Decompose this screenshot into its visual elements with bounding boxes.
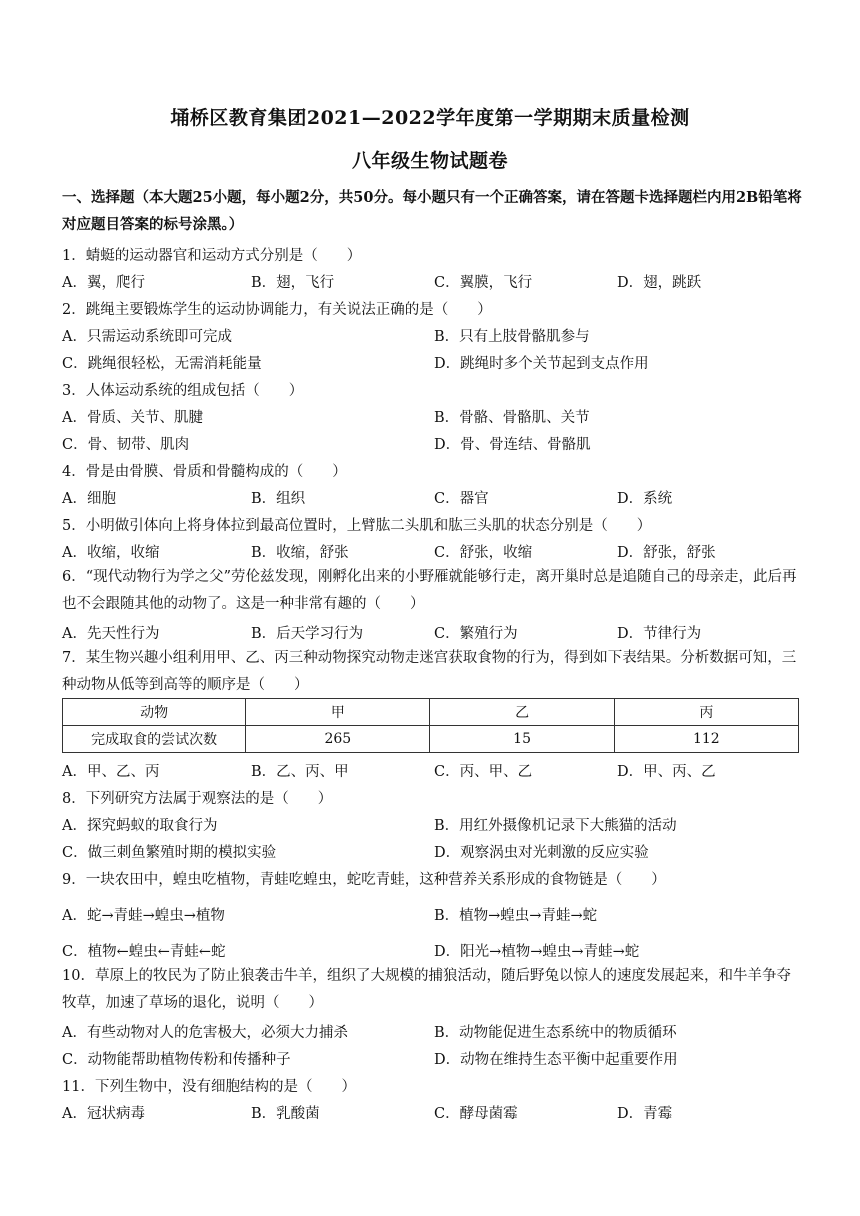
question-10-options-row1	[62, 1021, 802, 1043]
option-a: A．先天性行为	[62, 626, 160, 642]
option-d: D．跳绳时多个关节起到支点作用	[434, 356, 649, 372]
option-d: D．甲、丙、乙	[617, 764, 716, 780]
question-2-stem: 2．跳绳主要锻炼学生的运动协调能力，有关说法正确的是（ ）	[62, 302, 492, 318]
option-a: A．冠状病毒	[62, 1106, 145, 1122]
question-1-stem: 1．蜻蜓的运动器官和运动方式分别是（ ）	[62, 248, 362, 264]
option-c: C．繁殖行为	[434, 626, 518, 642]
option-c: C．丙、甲、乙	[434, 764, 533, 780]
section-instructions: 一、选择题（本大题25小题，每小题2分，共50分。每小题只有一个正确答案，请在答题卡选择题栏内用2B铅笔将对应题目答案的标号涂黑。）	[62, 189, 802, 233]
question-3-options-row1	[62, 406, 802, 428]
table-cell: 15	[430, 726, 614, 753]
table-header-cell: 甲	[246, 699, 430, 726]
option-c: C．舒张，收缩	[434, 545, 533, 561]
option-a: A．收缩，收缩	[62, 545, 160, 561]
exam-title: 埇桥区教育集团2021—2022学年度第一学期期末质量检测	[170, 107, 690, 129]
question-11-options	[62, 1102, 802, 1124]
option-b: B．乙、丙、甲	[251, 764, 349, 780]
option-c: C．做三刺鱼繁殖时期的模拟实验	[62, 845, 277, 861]
question-3-stem: 3．人体运动系统的组成包括（ ）	[62, 383, 304, 399]
option-a: A．细胞	[62, 491, 116, 507]
option-a: A．骨质、关节、肌腱	[62, 410, 203, 426]
question-9-options-row2	[62, 940, 802, 962]
option-a: A．只需运动系统即可完成	[62, 329, 232, 345]
question-3-options-row2	[62, 433, 802, 455]
exam-subtitle: 八年级生物试题卷	[351, 150, 508, 172]
option-b: B．骨骼、骨骼肌、关节	[434, 410, 590, 426]
table-row	[63, 726, 799, 753]
question-2-options-row1	[62, 325, 802, 347]
question-11-stem: 11．下列生物中，没有细胞结构的是（ ）	[62, 1079, 356, 1095]
option-a: A．有些动物对人的危害极大，必须大力捕杀	[62, 1025, 348, 1041]
table-header-cell: 动物	[63, 699, 246, 726]
option-d: D．骨、骨连结、骨骼肌	[434, 437, 591, 453]
option-c: C．器官	[434, 491, 489, 507]
option-a: A．探究蚂蚁的取食行为	[62, 818, 218, 834]
question-9-options-row1	[62, 904, 802, 926]
option-b: B．植物→蝗虫→青蛙→蛇	[434, 908, 598, 924]
question-10-stem: 10．草原上的牧民为了防止狼袭击牛羊，组织了大规模的捕狼活动，随后野兔以惊人的速度发展起来，和牛羊争夺牧草，加速了草场的退化，说明（ ）	[62, 968, 791, 1011]
table-header-cell: 丙	[614, 699, 798, 726]
question-8-stem: 8．下列研究方法属于观察法的是（ ）	[62, 791, 333, 807]
option-b: B．后天学习行为	[251, 626, 364, 642]
option-b: B．乳酸菌	[251, 1106, 320, 1122]
option-d: D．系统	[617, 491, 673, 507]
question-6-stem: 6．“现代动物行为学之父”劳伦兹发现，刚孵化出来的小野雁就能够行走，离开巢时总是追随自己的母亲走，此后再也不会跟随其他的动物了。这是一种非常有趣的（ ）	[62, 569, 797, 612]
table-header-cell: 乙	[430, 699, 614, 726]
question-4-options	[62, 487, 802, 509]
question-4-stem: 4．骨是由骨膜、骨质和骨髓构成的（ ）	[62, 464, 347, 480]
question-1-options	[62, 271, 802, 293]
table-cell: 112	[614, 726, 798, 753]
question-10-options-row2	[62, 1048, 802, 1070]
option-b: B．用红外摄像机记录下大熊猫的活动	[434, 818, 677, 834]
question-7-stem: 7．某生物兴趣小组利用甲、乙、丙三种动物探究动物走迷宫获取食物的行为，得到如下表结果。分析数据可知，三种动物从低等到高等的顺序是（ ）	[62, 650, 797, 693]
option-d: D．观察涡虫对光刺激的反应实验	[434, 845, 649, 861]
question-8-options-row1	[62, 814, 802, 836]
table-cell: 265	[246, 726, 430, 753]
option-d: D．青霉	[617, 1106, 673, 1122]
option-d: D．翅，跳跃	[617, 275, 702, 291]
option-b: B．翅，飞行	[251, 275, 335, 291]
option-b: B．只有上肢骨骼肌参与	[434, 329, 590, 345]
option-a: A．蛇→青蛙→蝗虫→植物	[62, 908, 225, 924]
question-5-stem: 5．小明做引体向上将身体拉到最高位置时，上臂肱二头肌和肱三头肌的状态分别是（ ）	[62, 518, 652, 534]
option-c: C．植物←蝗虫←青蛙←蛇	[62, 944, 226, 960]
option-b: B．收缩，舒张	[251, 545, 349, 561]
question-7-options	[62, 760, 802, 782]
question-8-options-row2	[62, 841, 802, 863]
option-a: A．甲、乙、丙	[62, 764, 160, 780]
question-5-options	[62, 541, 802, 563]
option-b: B．组织	[251, 491, 306, 507]
option-c: C．动物能帮助植物传粉和传播种子	[62, 1052, 291, 1068]
option-c: C．骨、韧带、肌肉	[62, 437, 190, 453]
question-6-options	[62, 622, 802, 644]
option-c: C．酵母菌霉	[434, 1106, 518, 1122]
option-c: C．跳绳很轻松，无需消耗能量	[62, 356, 262, 372]
data-table	[62, 698, 799, 753]
option-d: D．动物在维持生态平衡中起重要作用	[434, 1052, 678, 1068]
table-cell: 完成取食的尝试次数	[63, 726, 246, 753]
question-2-options-row2	[62, 352, 802, 374]
option-b: B．动物能促进生态系统中的物质循环	[434, 1025, 677, 1041]
option-a: A．翼，爬行	[62, 275, 145, 291]
option-d: D．舒张，舒张	[617, 545, 716, 561]
option-d: D．节律行为	[617, 626, 702, 642]
question-9-stem: 9．一块农田中，蝗虫吃植物，青蛙吃蝗虫，蛇吃青蛙，这种营养关系形成的食物链是（ ）	[62, 872, 666, 888]
option-d: D．阳光→植物→蝗虫→青蛙→蛇	[434, 944, 640, 960]
option-c: C．翼膜，飞行	[434, 275, 533, 291]
table-header-row	[63, 699, 799, 726]
